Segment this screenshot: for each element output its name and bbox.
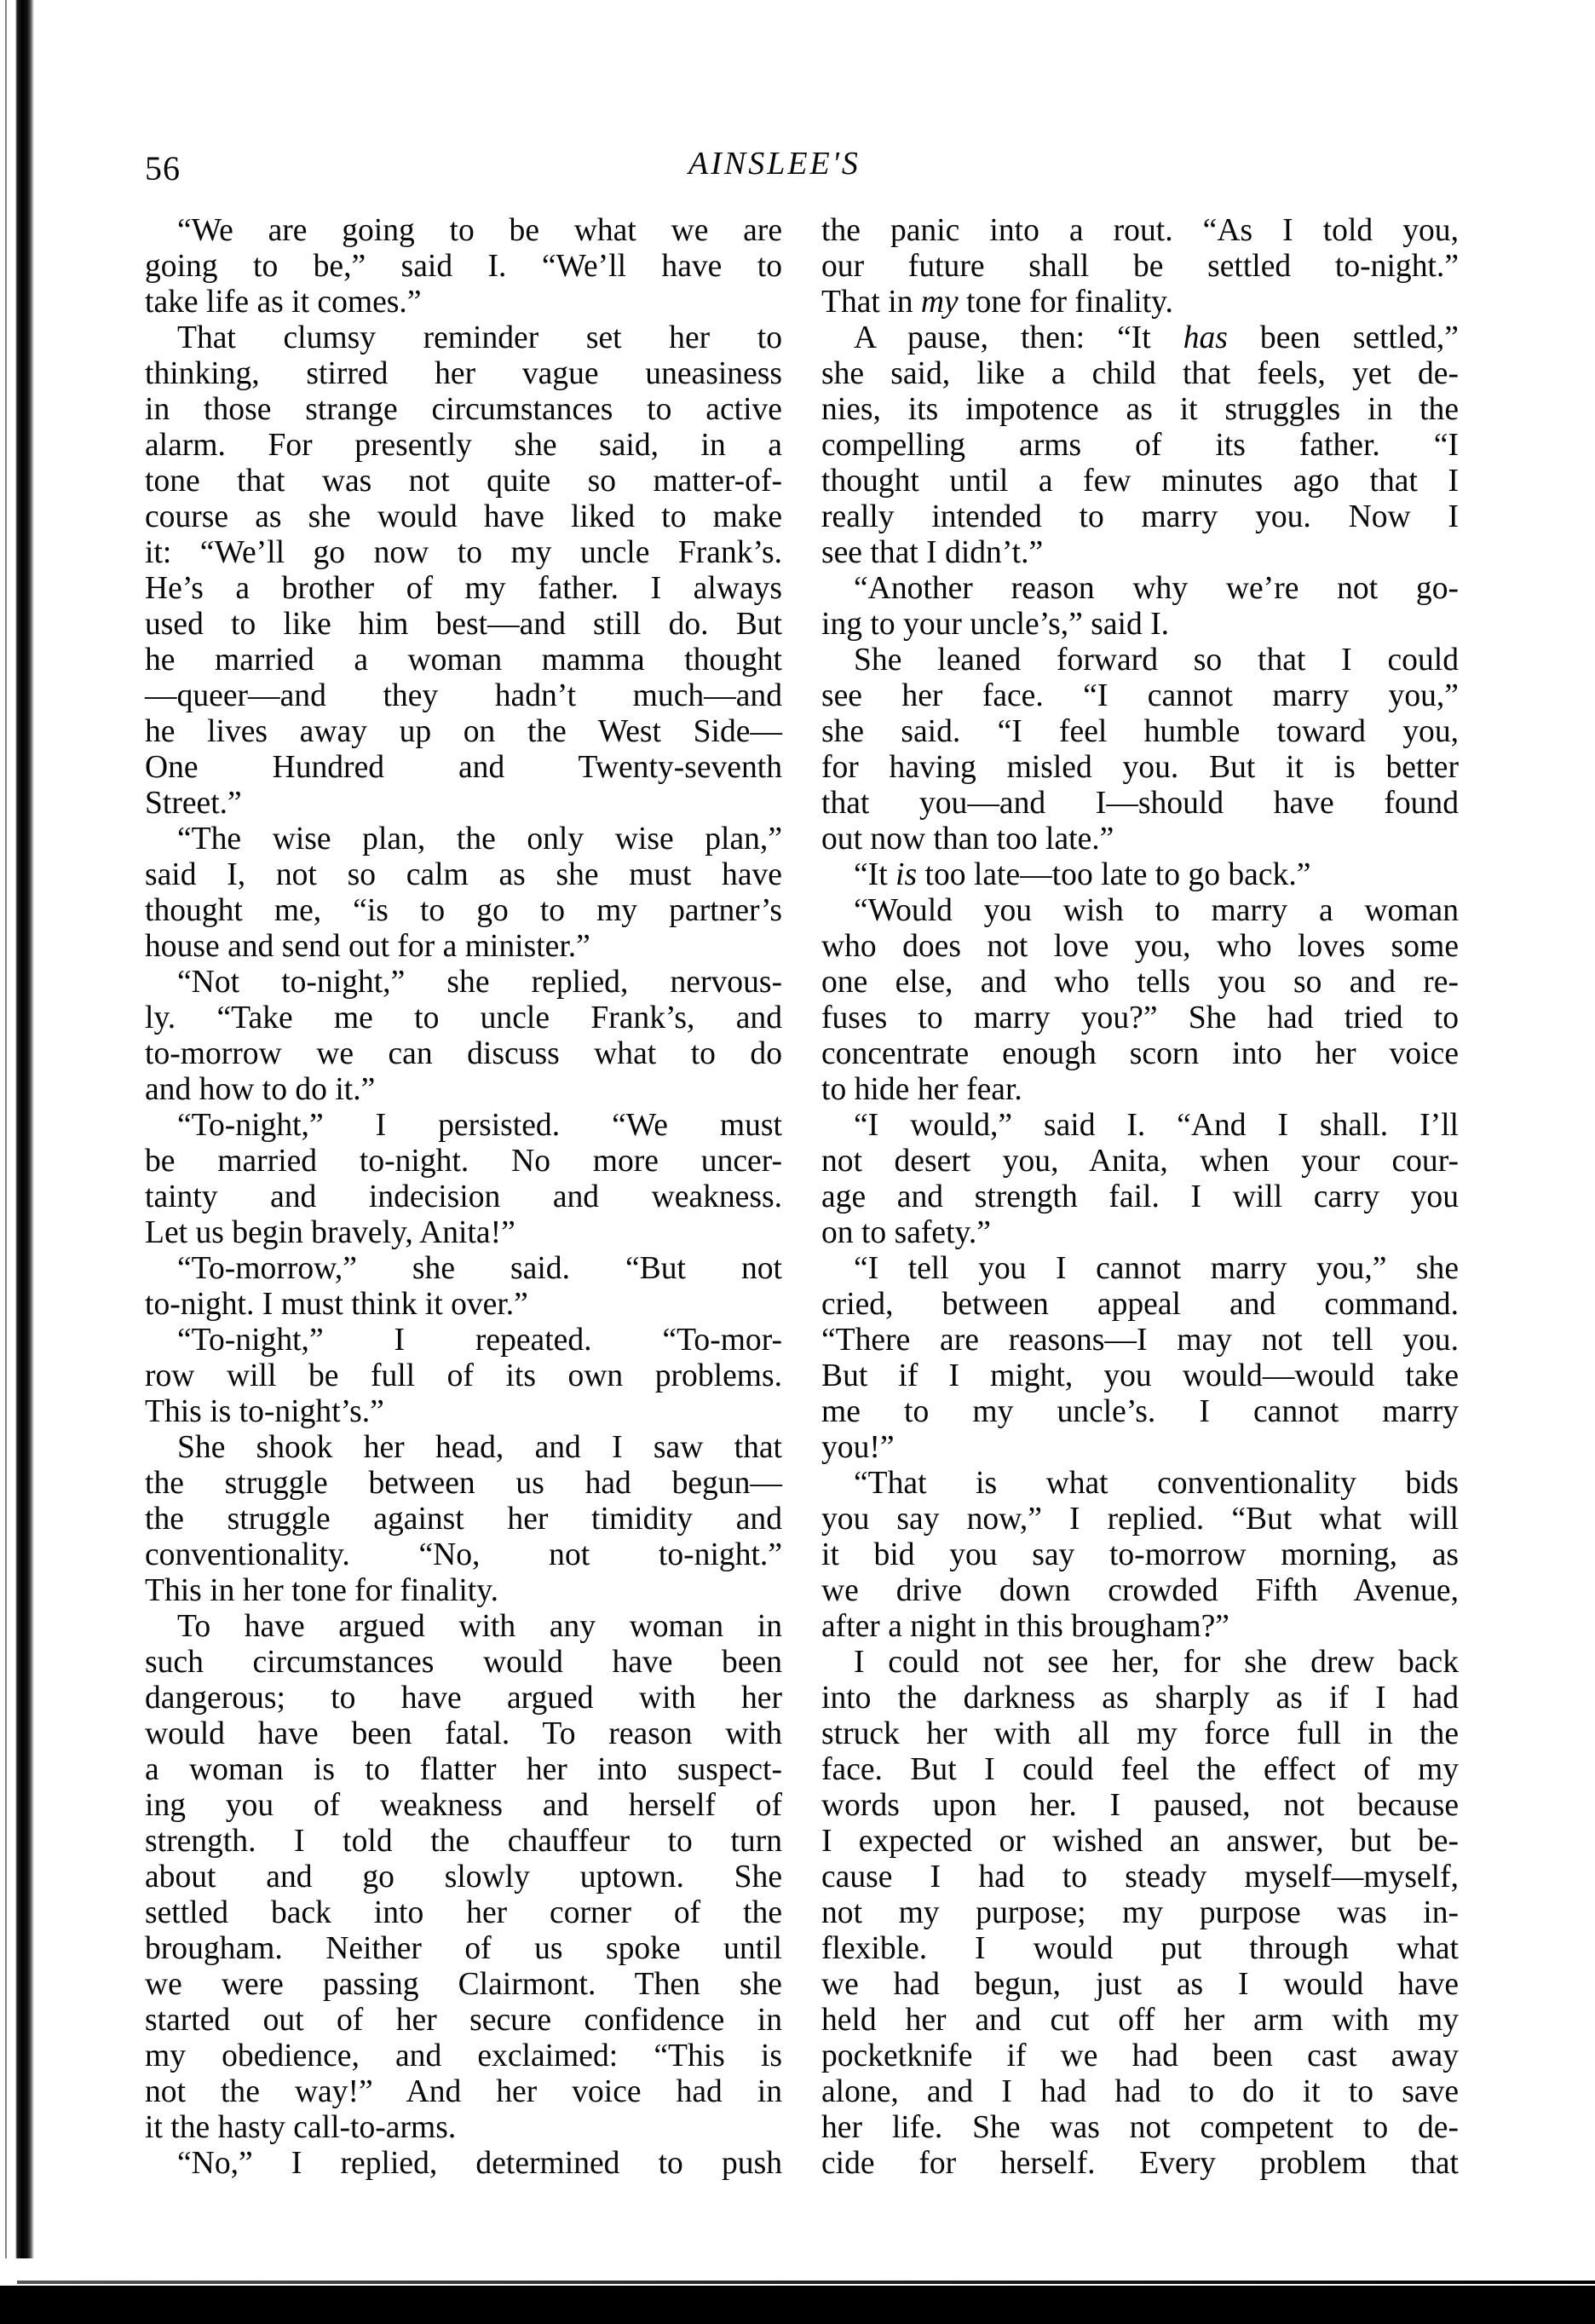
- text-line: it: “We’ll go now to my uncle Frank’s.: [145, 535, 782, 570]
- italic-emphasis: has: [1183, 320, 1228, 355]
- text-line: ing to your uncle’s,” said I.: [821, 607, 1170, 642]
- text-line: struck her with all my force full in the: [821, 1716, 1459, 1751]
- text-line: “The wise plan, the only wise plan,”: [177, 822, 782, 856]
- text-line: the struggle against her timidity and: [145, 1502, 782, 1537]
- text-line: thought until a few minutes ago that I: [821, 464, 1459, 499]
- text-line: face. But I could feel the effect of my: [821, 1752, 1459, 1787]
- text-line: who does not love you, who loves some: [821, 929, 1459, 964]
- text-line: strength. I told the chauffeur to turn: [145, 1824, 782, 1859]
- text-line: row will be full of its own problems.: [145, 1358, 782, 1393]
- text-line: she said, like a child that feels, yet de-: [821, 356, 1459, 391]
- text-line: [821, 320, 1459, 356]
- text-line: to hide her fear.: [821, 1072, 1022, 1107]
- text-line: he lives away up on the West Side—: [145, 714, 782, 749]
- text-line: we were passing Clairmont. Then she: [145, 1967, 782, 2002]
- text-line: compelling arms of its father. “I: [821, 428, 1459, 463]
- text-line: Let us begin bravely, Anita!”: [145, 1215, 515, 1250]
- text-line: “No,” I replied, determined to push: [177, 2146, 782, 2181]
- scan-bottom-band: [0, 2286, 1595, 2324]
- text-line: it the hasty call-to-arms.: [145, 2110, 457, 2145]
- text-line: This is to-night’s.”: [145, 1394, 384, 1429]
- text-line: about and go slowly uptown. She: [145, 1860, 782, 1894]
- text-line: She shook her head, and I saw that: [177, 1430, 782, 1465]
- text-line: house and send out for a minister.”: [145, 929, 590, 964]
- text-line: conventionality. “No, not to-night.”: [145, 1537, 782, 1572]
- text-line: pocketknife if we had been cast away: [821, 2039, 1459, 2073]
- running-header: [0, 145, 1595, 196]
- text-line: that you—and I—should have found: [821, 786, 1459, 821]
- text-line: brougham. Neither of us spoke until: [145, 1931, 782, 1966]
- text-line: a woman is to flatter her into suspect-: [145, 1752, 782, 1787]
- text-line: to-night. I must think it over.”: [145, 1287, 528, 1322]
- text-segment: That in: [821, 285, 921, 320]
- text-line: cried, between appeal and command.: [821, 1287, 1459, 1322]
- text-line: That clumsy reminder set her to: [177, 320, 782, 355]
- text-line: her life. She was not competent to de-: [821, 2110, 1459, 2145]
- text-line: used to like him best—and still do. But: [145, 607, 782, 642]
- text-line: after a night in this brougham?”: [821, 1609, 1229, 1644]
- italic-emphasis: my: [920, 285, 959, 320]
- text-line: started out of her secure confidence in: [145, 2003, 782, 2038]
- text-line: course as she would have liked to make: [145, 499, 782, 534]
- text-line: “To-night,” I persisted. “We must: [177, 1108, 782, 1143]
- page-binding-edge-thin: [5, 0, 7, 2258]
- text-line: on to safety.”: [821, 1215, 991, 1250]
- text-line: —queer—and they hadn’t much—and: [145, 678, 782, 713]
- text-column-right: [821, 213, 1459, 2182]
- text-line: held her and cut off her arm with my: [821, 2003, 1459, 2038]
- text-line: really intended to marry you. Now I: [821, 499, 1459, 534]
- text-line: see her face. “I cannot marry you,”: [821, 678, 1459, 713]
- text-column-left: [145, 213, 782, 2182]
- text-line: such circumstances would have been: [145, 1645, 782, 1680]
- text-line: “To-morrow,” she said. “But not: [177, 1251, 782, 1286]
- text-line: tone that was not quite so matter-of-: [145, 464, 782, 499]
- text-line: take life as it comes.”: [145, 285, 422, 320]
- text-line: said I, not so calm as she must have: [145, 857, 782, 892]
- text-segment: too late—too late to go back.”: [917, 857, 1311, 892]
- text-line: “That is what conventionality bids: [854, 1466, 1459, 1501]
- text-line: be married to-night. No more uncer-: [145, 1144, 782, 1179]
- text-line: see that I didn’t.”: [821, 535, 1044, 570]
- text-line: to-morrow we can discuss what to do: [145, 1036, 782, 1071]
- text-segment: A pause, then: “It: [854, 320, 1183, 355]
- text-line: One Hundred and Twenty-seventh: [145, 750, 782, 785]
- text-line: concentrate enough scorn into her voice: [821, 1036, 1459, 1071]
- text-line: I could not see her, for she drew back: [854, 1645, 1459, 1680]
- text-line: flexible. I would put through what: [821, 1931, 1459, 1966]
- running-title: AINSLEE'S: [688, 146, 861, 182]
- text-line: fuses to marry you?” She had tried to: [821, 1001, 1459, 1035]
- text-line: our future shall be settled to-night.”: [821, 249, 1459, 284]
- text-line: He’s a brother of my father. I always: [145, 571, 782, 606]
- text-line: he married a woman mamma thought: [145, 643, 782, 678]
- text-line: thinking, stirred her vague uneasiness: [145, 356, 782, 391]
- text-line: Street.”: [145, 786, 242, 821]
- text-line: and how to do it.”: [145, 1072, 376, 1107]
- text-line: it bid you say to-morrow morning, as: [821, 1537, 1459, 1572]
- text-line: thought me, “is to go to my partner’s: [145, 893, 782, 928]
- text-line: the struggle between us had begun—: [145, 1466, 782, 1501]
- text-line: you say now,” I replied. “But what will: [821, 1502, 1459, 1537]
- text-segment: tone for finality.: [958, 285, 1173, 320]
- text-line: tainty and indecision and weakness.: [145, 1179, 782, 1214]
- text-line: would have been fatal. To reason with: [145, 1716, 782, 1751]
- text-line: I expected or wished an answer, but be-: [821, 1824, 1459, 1859]
- text-line: one else, and who tells you so and re-: [821, 965, 1459, 1000]
- text-line: my obedience, and exclaimed: “This is: [145, 2039, 782, 2073]
- text-line: “There are reasons—I may not tell you.: [821, 1323, 1459, 1358]
- text-line: not my purpose; my purpose was in-: [821, 1895, 1459, 1930]
- text-line: not the way!” And her voice had in: [145, 2074, 782, 2109]
- text-line: in those strange circumstances to active: [145, 392, 782, 427]
- text-line: “We are going to be what we are: [177, 213, 782, 248]
- text-line: you!”: [821, 1430, 895, 1465]
- text-line: To have argued with any woman in: [177, 1609, 782, 1644]
- text-line: settled back into her corner of the: [145, 1895, 782, 1930]
- text-line: nies, its impotence as it struggles in the: [821, 392, 1459, 427]
- text-line: we had begun, just as I would have: [821, 1967, 1459, 2002]
- text-line: dangerous; to have argued with her: [145, 1681, 782, 1716]
- text-line: “I would,” said I. “And I shall. I’ll: [854, 1108, 1459, 1143]
- text-line: the panic into a rout. “As I told you,: [821, 213, 1459, 248]
- text-line: cide for herself. Every problem that: [821, 2146, 1459, 2181]
- text-line: cause I had to steady myself—myself,: [821, 1860, 1459, 1894]
- text-line: ly. “Take me to uncle Frank’s, and: [145, 1001, 782, 1035]
- text-line: “Another reason why we’re not go-: [854, 571, 1459, 606]
- text-line: “I tell you I cannot marry you,” she: [854, 1251, 1459, 1286]
- text-segment: been settled,”: [1227, 320, 1459, 355]
- text-line: she said. “I feel humble toward you,: [821, 714, 1459, 749]
- text-line: But if I might, you would—would take: [821, 1358, 1459, 1393]
- page-bottom-edge: [17, 2281, 1595, 2284]
- text-segment: “It: [854, 857, 896, 892]
- text-line: out now than too late.”: [821, 822, 1114, 856]
- text-line: me to my uncle’s. I cannot marry: [821, 1394, 1459, 1429]
- italic-emphasis: is: [895, 857, 918, 892]
- text-line: we drive down crowded Fifth Avenue,: [821, 1573, 1459, 1608]
- text-line: [821, 285, 1459, 320]
- text-line: ing you of weakness and herself of: [145, 1788, 782, 1823]
- text-line: for having misled you. But it is better: [821, 750, 1459, 785]
- text-line: not desert you, Anita, when your cour-: [821, 1144, 1459, 1179]
- page-number: 56: [145, 149, 181, 187]
- text-line: She leaned forward so that I could: [854, 643, 1459, 678]
- text-line: “Not to-night,” she replied, nervous-: [177, 965, 782, 1000]
- text-line: alone, and I had had to do it to save: [821, 2074, 1459, 2109]
- text-line: alarm. For presently she said, in a: [145, 428, 782, 463]
- text-line: “Would you wish to marry a woman: [854, 893, 1459, 928]
- page-binding-edge: [12, 0, 34, 2258]
- text-line: This in her tone for finality.: [145, 1573, 498, 1608]
- text-line: age and strength fail. I will carry you: [821, 1179, 1459, 1214]
- text-line: “To-night,” I repeated. “To-mor-: [177, 1323, 782, 1358]
- text-line: [821, 857, 1459, 893]
- text-line: words upon her. I paused, not because: [821, 1788, 1459, 1823]
- text-line: going to be,” said I. “We’ll have to: [145, 249, 782, 284]
- text-line: into the darkness as sharply as if I had: [821, 1681, 1459, 1716]
